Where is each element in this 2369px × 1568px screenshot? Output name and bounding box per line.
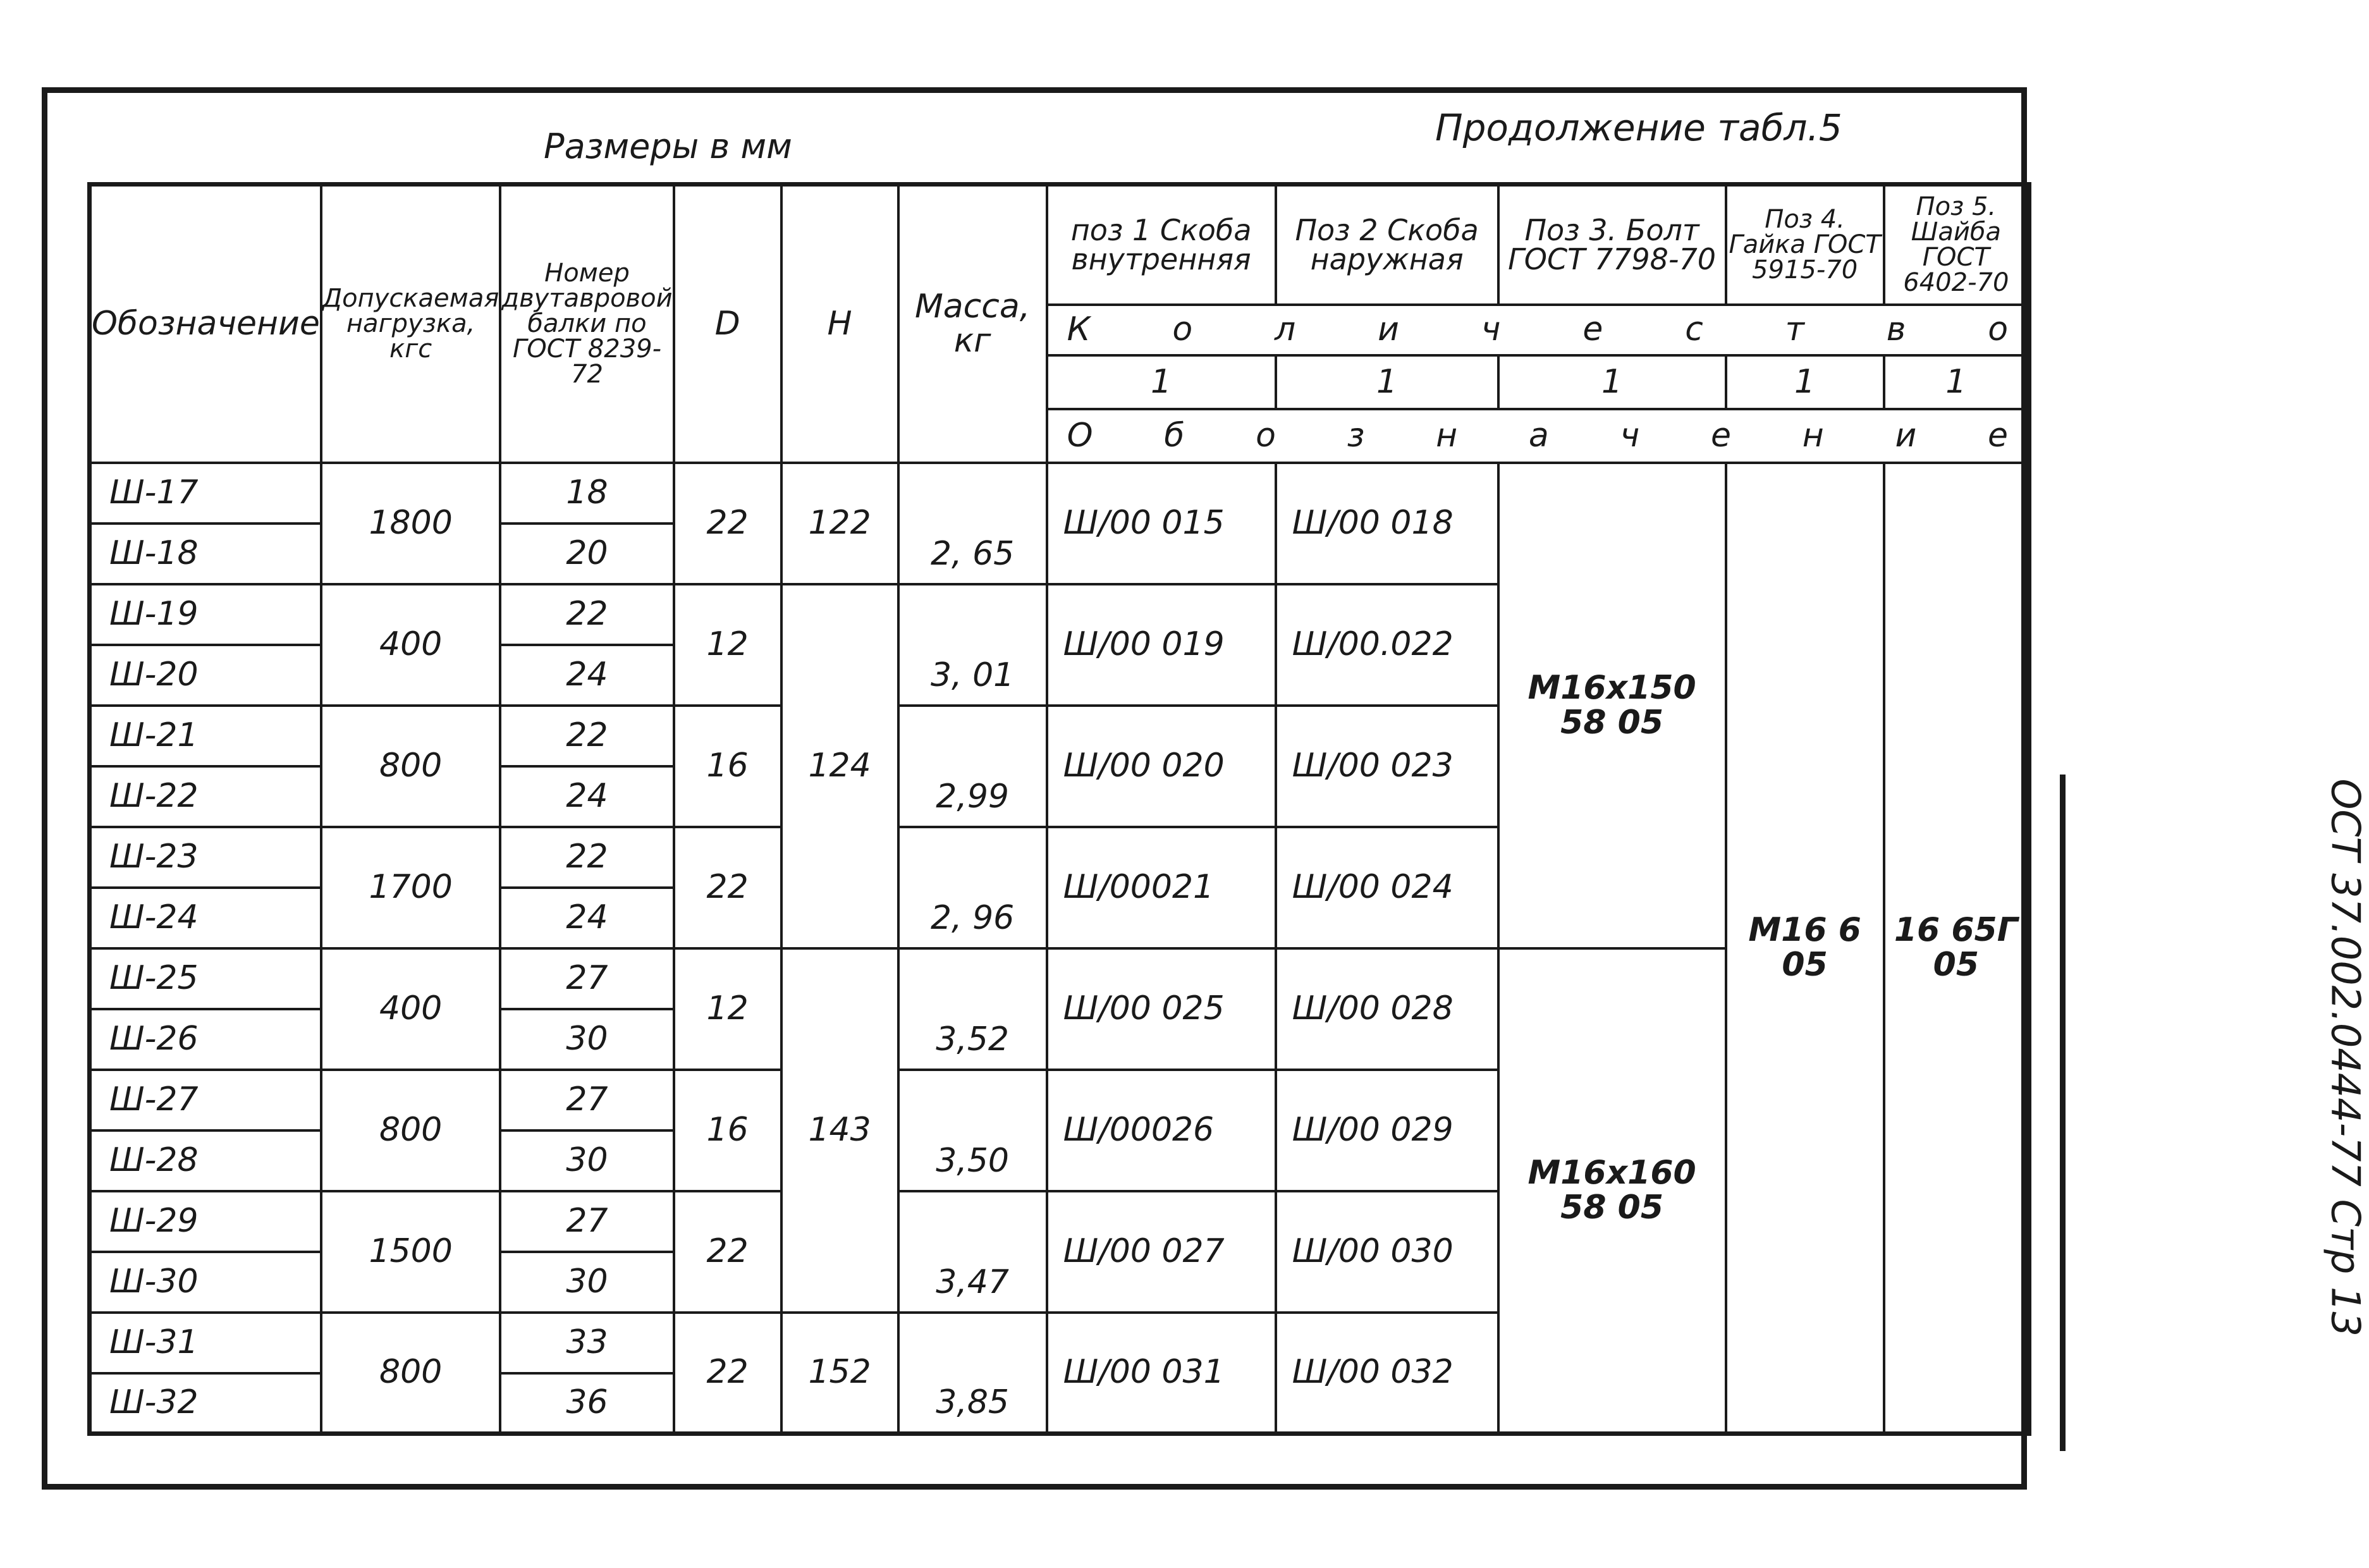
qty-pos4: 1 (1726, 355, 1884, 409)
quantity-letter: в (1886, 310, 1906, 349)
table-cell-pos2: Ш/00 032 (1276, 1313, 1498, 1434)
designation-letter: а (1528, 416, 1549, 455)
table-cell-beam: 22 (500, 706, 673, 766)
quantity-letter: о (1988, 310, 2009, 349)
table-cell-beam: 24 (500, 645, 673, 706)
header-pos5: Поз 5. Шайба ГОСТ 6402-70 (1884, 185, 2029, 305)
table-cell-mass: 2, 65 (898, 463, 1047, 584)
table-cell-designation: Ш-24 (90, 888, 321, 948)
table-cell-mass: 3,52 (898, 948, 1047, 1070)
header-pos3: Поз 3. Болт ГОСТ 7798-70 (1498, 185, 1726, 305)
quantity-letter: с (1685, 310, 1703, 349)
header-h: H (781, 185, 898, 463)
table-cell-pos2: Ш/00 029 (1276, 1070, 1498, 1191)
designation-letter: н (1436, 416, 1458, 455)
table-cell-designation: Ш-25 (90, 948, 321, 1009)
designation-letter: О (1067, 416, 1093, 455)
header-beam: Номер двутавровой балки по ГОСТ 8239-72 (500, 185, 673, 463)
table-cell-mass: 3,85 (898, 1313, 1047, 1434)
table-cell-load: 400 (321, 584, 501, 706)
table-cell-h: 122 (781, 463, 898, 584)
header-d: D (674, 185, 781, 463)
table-cell-h-merged: 143 (781, 948, 898, 1313)
table-cell-pos1: Ш/00 019 (1047, 584, 1276, 706)
table-cell-load: 1500 (321, 1191, 501, 1313)
designation-letter: ч (1620, 416, 1640, 455)
table-cell-h: 152 (781, 1313, 898, 1434)
table-cell-designation: Ш-19 (90, 584, 321, 645)
table-cell-mass: 3,47 (898, 1191, 1047, 1313)
table-cell-designation: Ш-29 (90, 1191, 321, 1252)
table-cell-designation: Ш-18 (90, 524, 321, 584)
table-cell-designation: Ш-17 (90, 463, 321, 524)
dimensions-caption: Размеры в мм (544, 126, 792, 166)
quantity-letter: т (1785, 310, 1804, 349)
nut-cell: M16 6 05 (1726, 463, 1884, 1434)
table-cell-pos1: Ш/00 015 (1047, 463, 1276, 584)
table-cell-load: 800 (321, 1070, 501, 1191)
table-cell-beam: 27 (500, 1070, 673, 1130)
table-cell-designation: Ш-20 (90, 645, 321, 706)
table-cell-beam: 24 (500, 888, 673, 948)
table-cell-pos1: Ш/00026 (1047, 1070, 1276, 1191)
table-cell-load: 800 (321, 1313, 501, 1434)
table-cell-beam: 36 (500, 1373, 673, 1434)
table-cell-pos2: Ш/00 018 (1276, 463, 1498, 584)
table-cell-beam: 18 (500, 463, 673, 524)
table-cell-mass: 3,50 (898, 1070, 1047, 1191)
table-cell-designation: Ш-32 (90, 1373, 321, 1434)
table-cell-designation: Ш-30 (90, 1252, 321, 1313)
table-cell-load: 800 (321, 706, 501, 827)
header-pos2: Поз 2 Скоба наружная (1276, 185, 1498, 305)
qty-pos3: 1 (1498, 355, 1726, 409)
table-cell-beam: 30 (500, 1252, 673, 1313)
table-cell-load: 400 (321, 948, 501, 1070)
header-quantity (1047, 305, 2029, 355)
quantity-letter: е (1582, 310, 1603, 349)
quantity-letter: ч (1481, 310, 1501, 349)
table-cell-d: 22 (674, 827, 781, 948)
table-cell-mass: 2, 96 (898, 827, 1047, 948)
header-load: Допускаемая нагрузка, кгс (321, 185, 501, 463)
table-cell-pos2: Ш/00 028 (1276, 948, 1498, 1070)
continuation-label: Продолжение табл.5 (1435, 106, 1842, 149)
washer-cell: 16 65Г 05 (1884, 463, 2029, 1434)
table-cell-designation: Ш-22 (90, 766, 321, 827)
bolt-cell-b: M16x160 58 05 (1498, 948, 1726, 1434)
quantity-letter: о (1172, 310, 1193, 349)
quantity-letter: л (1275, 310, 1296, 349)
table-cell-pos2: Ш/00 030 (1276, 1191, 1498, 1313)
table-cell-load: 1800 (321, 463, 501, 584)
table-cell-beam: 20 (500, 524, 673, 584)
header-designation-label (1047, 409, 2029, 463)
designation-letter: о (1256, 416, 1276, 455)
header-designation: Обозначение (90, 185, 321, 463)
table-cell-beam: 27 (500, 948, 673, 1009)
table-cell-d: 12 (674, 948, 781, 1070)
table-cell-designation: Ш-26 (90, 1009, 321, 1070)
table-cell-mass: 3, 01 (898, 584, 1047, 706)
table-cell-d: 22 (674, 463, 781, 584)
table-cell-beam: 22 (500, 827, 673, 888)
table-cell-d: 22 (674, 1191, 781, 1313)
side-rule (2060, 775, 2066, 1451)
qty-pos5: 1 (1884, 355, 2029, 409)
table-cell-designation: Ш-28 (90, 1130, 321, 1191)
designation-letter: з (1347, 416, 1365, 455)
table-cell-beam: 22 (500, 584, 673, 645)
table-cell-h-merged: 124 (781, 584, 898, 948)
bolt-cell-a: M16x150 58 05 (1498, 463, 1726, 948)
table-cell-d: 12 (674, 584, 781, 706)
table-cell-d: 16 (674, 706, 781, 827)
table-cell-d: 22 (674, 1313, 781, 1434)
table-cell-pos2: Ш/00.022 (1276, 584, 1498, 706)
designation-letter: н (1802, 416, 1824, 455)
table-cell-designation: Ш-23 (90, 827, 321, 888)
designation-letter: и (1895, 416, 1917, 455)
table-cell-beam: 30 (500, 1130, 673, 1191)
table-cell-pos2: Ш/00 023 (1276, 706, 1498, 827)
table-cell-pos1: Ш/00 020 (1047, 706, 1276, 827)
table-cell-designation: Ш-31 (90, 1313, 321, 1373)
table-cell-mass: 2,99 (898, 706, 1047, 827)
table-cell-beam: 24 (500, 766, 673, 827)
table-cell-designation: Ш-21 (90, 706, 321, 766)
qty-pos1: 1 (1047, 355, 1276, 409)
quantity-letter: и (1378, 310, 1399, 349)
designation-letter: е (1710, 416, 1731, 455)
table-cell-beam: 30 (500, 1009, 673, 1070)
table-cell-pos1: Ш/00021 (1047, 827, 1276, 948)
table-cell-designation: Ш-27 (90, 1070, 321, 1130)
table-cell-pos1: Ш/00 025 (1047, 948, 1276, 1070)
qty-pos2: 1 (1276, 355, 1498, 409)
table-cell-pos1: Ш/00 031 (1047, 1313, 1276, 1434)
table-cell-load: 1700 (321, 827, 501, 948)
table-cell-pos2: Ш/00 024 (1276, 827, 1498, 948)
header-pos4: Поз 4. Гайка ГОСТ 5915-70 (1726, 185, 1884, 305)
document-code: ОСТ 37.002.0444-77 Стр 13 (2322, 778, 2369, 1337)
table-cell-d: 16 (674, 1070, 781, 1191)
table-cell-pos1: Ш/00 027 (1047, 1191, 1276, 1313)
table-cell-beam: 33 (500, 1313, 673, 1373)
designation-letter: б (1164, 416, 1185, 455)
quantity-letter: К (1067, 310, 1091, 349)
parts-table (87, 182, 2031, 1436)
header-pos1: поз 1 Скоба внутренняя (1047, 185, 1276, 305)
header-mass: Масса, кг (898, 185, 1047, 463)
table-cell-beam: 27 (500, 1191, 673, 1252)
designation-letter: е (1988, 416, 2008, 455)
